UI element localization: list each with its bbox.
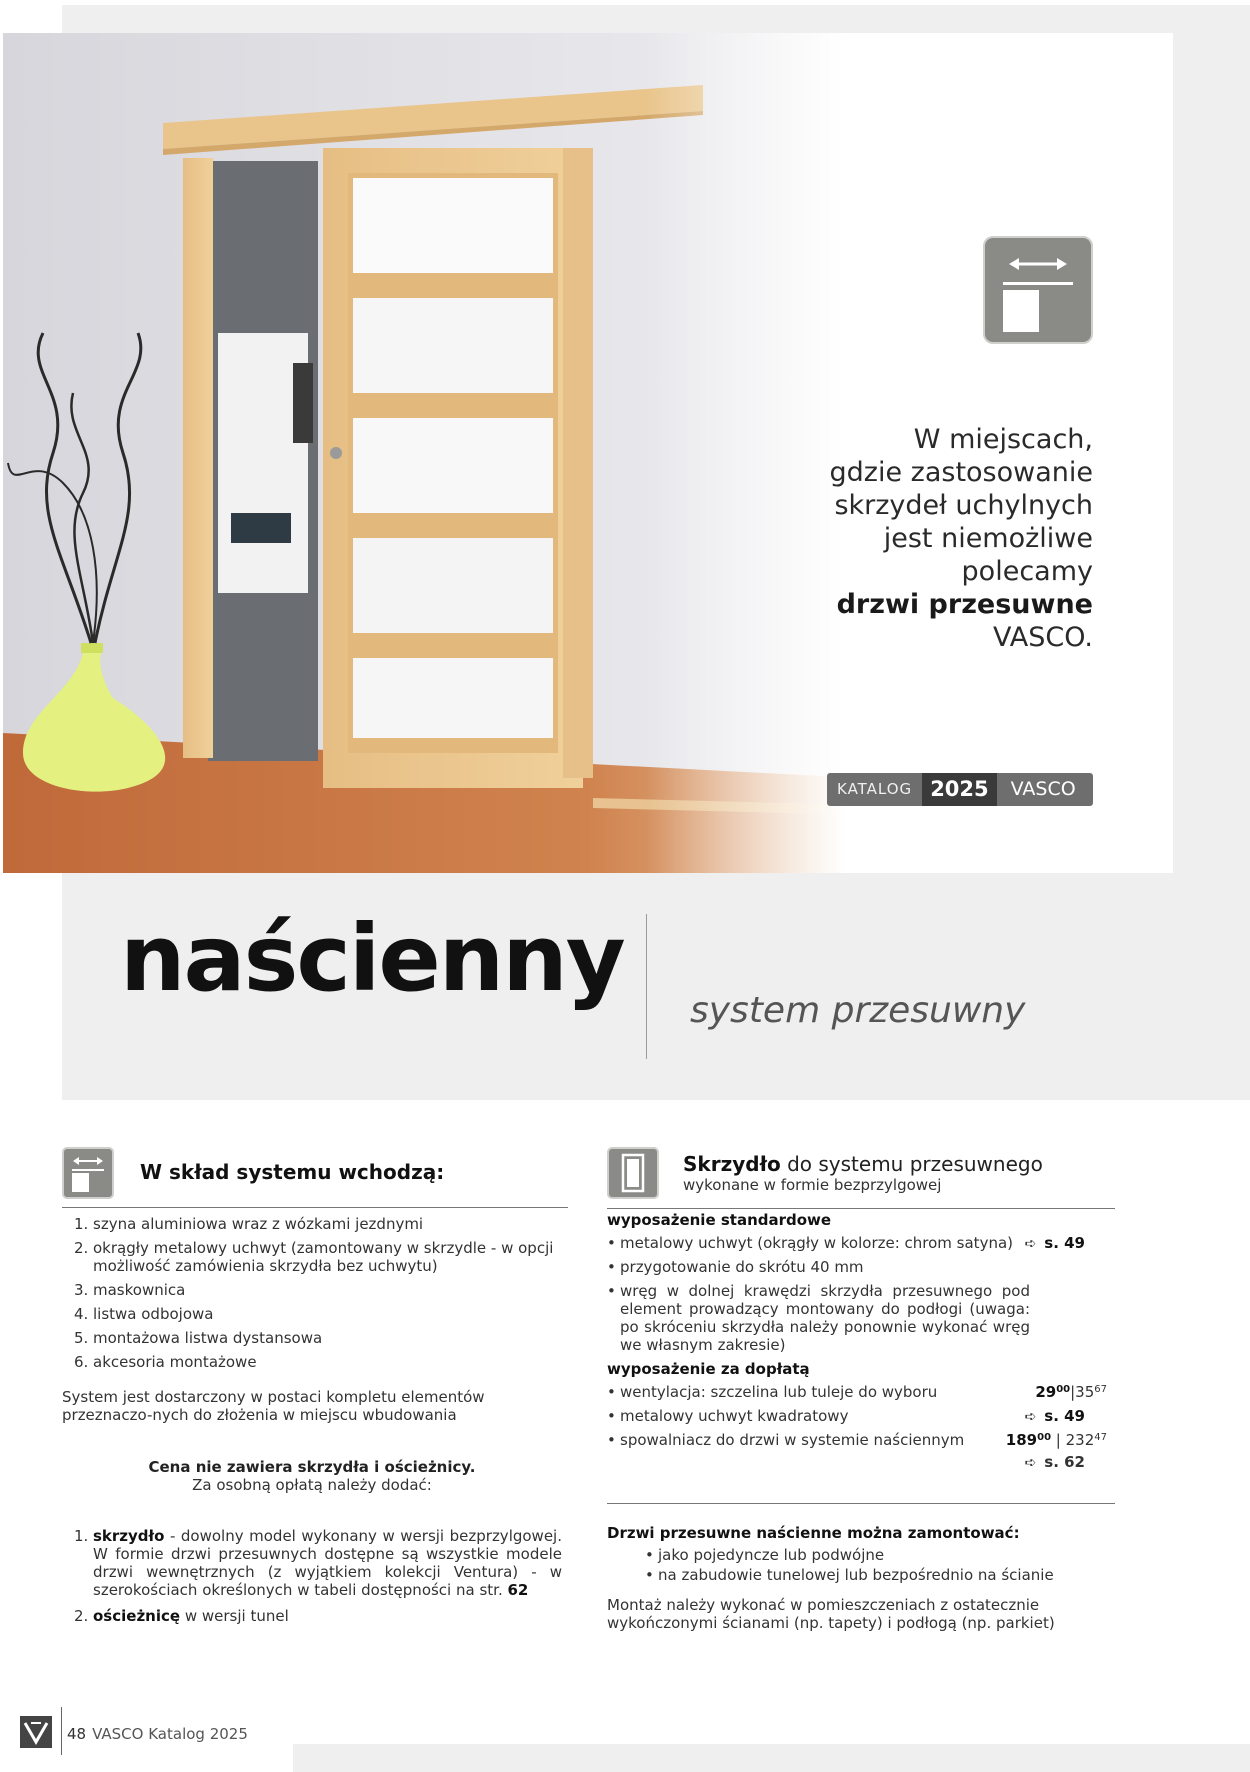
- list-item: 1. szyna aluminiowa wraz z wózkami jezdnymi: [74, 1215, 424, 1233]
- divider: [607, 1503, 1115, 1504]
- badge-year: 2025: [922, 773, 996, 806]
- footer-text: 48 VASCO Katalog 2025: [67, 1725, 248, 1743]
- hero-line: skrzydeł uchylnych: [834, 490, 1093, 521]
- page-number: 48: [67, 1725, 87, 1743]
- page-title: naścienny: [120, 905, 624, 1012]
- divider: [607, 1208, 1115, 1209]
- list-item: • przygotowanie do skrótu 40 mm: [607, 1258, 864, 1276]
- price-note: Za osobną opłatą należy dodać:: [192, 1476, 432, 1494]
- footer-divider: [61, 1707, 62, 1755]
- list-item: • wentylacja: szczelina lub tuleje do wyboru $29^{00}|35^{67}$: [607, 1383, 1107, 1401]
- arrow-right-icon: ➪: [1024, 1236, 1037, 1252]
- delivery-note: System jest dostarczony w postaci kompletu elementów przeznaczo-nych do złożenia w miejscu wbudowania: [62, 1388, 485, 1424]
- list-item: 4. listwa odbojowa: [74, 1305, 214, 1323]
- equipment-section: [607, 1211, 1115, 1472]
- arrow-right-icon: ➪: [1024, 1455, 1037, 1471]
- extra-heading: wyposażenie za dopłatą: [607, 1360, 810, 1378]
- list-item: 3. maskownica: [74, 1281, 186, 1299]
- mounting-note: Montaż należy wykonać w pomieszczeniach z ostatecznie wykończonymi ścianami (np. tapety) i podłogą (np. parkiet): [607, 1596, 1055, 1632]
- hero-line: W miejscach,: [913, 424, 1093, 455]
- list-item: 6. akcesoria montażowe: [74, 1353, 257, 1371]
- badge-label: KATALOG: [827, 773, 922, 806]
- divider: [62, 1207, 568, 1208]
- list-item: • metalowy uchwyt kwadratowy ➪ s. 49: [607, 1407, 1085, 1425]
- list-item: 1. skrzydło - dowolny model wykonany w wersji bezprzylgowej. W formie drzwi przesuwnych dostępne są wszystkie modele drzwi wewnętrznych (z wyjątkiem kolekcji Ventura) - w szerokościach określonych w tabeli dostępności na str. 62: [74, 1527, 562, 1599]
- page-subtitle: system przesuwny: [690, 990, 1026, 1031]
- vasco-logo-icon: [20, 1716, 52, 1748]
- hero-line: VASCO.: [993, 622, 1093, 653]
- list-item: • wręg w dolnej krawędzi skrzydła przesuwnego pod element prowadzący montowany do podłogi (uwaga: po skróceniu skrzydła należy ponownie wykonać wręg we własnym zakresie): [607, 1282, 1030, 1354]
- hero-line: jest niemożliwe: [883, 523, 1093, 554]
- price: $189^{00}$ | $232^{47}$: [1005, 1431, 1107, 1449]
- sliding-door-icon: [62, 1147, 114, 1199]
- composition-heading: W skład systemu wchodzą:: [140, 1160, 445, 1184]
- arrow-right-icon: ➪: [1024, 1409, 1037, 1425]
- sliding-door-icon: [983, 236, 1093, 344]
- leaf-heading: Skrzydło do systemu przesuwnego: [683, 1152, 1043, 1176]
- price: $29^{00}|35^{67}$: [1035, 1383, 1107, 1401]
- price-note-bold: Cena nie zawiera skrzydła i ościeżnicy.: [148, 1458, 476, 1476]
- mounting-heading: Drzwi przesuwne naścienne można zamontować:: [607, 1524, 1020, 1542]
- composition-list: [62, 1215, 562, 1377]
- door-leaf-icon: [607, 1147, 659, 1199]
- additional-list: [62, 1527, 562, 1633]
- hero-tagline: [723, 423, 1093, 654]
- hero-line: polecamy: [961, 556, 1093, 587]
- list-item: 5. montażowa listwa dystansowa: [74, 1329, 323, 1347]
- list-item: • jako pojedyncze lub podwójne: [645, 1546, 885, 1564]
- mounting-section: [607, 1524, 1127, 1632]
- list-item: • na zabudowie tunelowej lub bezpośrednio na ścianie: [645, 1566, 1054, 1584]
- footer-bar: [293, 1744, 1250, 1772]
- standard-heading: wyposażenie standardowe: [607, 1211, 832, 1229]
- list-item: • metalowy uchwyt (okrągły w kolorze: chrom satyna) ➪ s. 49: [607, 1234, 1085, 1252]
- badge-brand: VASCO: [997, 773, 1093, 806]
- page-reference: ➪ s. 62: [1024, 1453, 1085, 1471]
- catalog-badge: [827, 773, 1093, 806]
- hero-line-bold: drzwi przesuwne: [836, 589, 1093, 620]
- list-item: • spowalniacz do drzwi w systemie naściennym $189^{00}$ | $232^{47}$: [607, 1431, 1107, 1449]
- list-item: 2. okrągły metalowy uchwyt (zamontowany w skrzydle - w opcji możliwość zamówienia skrzydła bez uchwytu): [74, 1239, 554, 1275]
- hero-photo: [3, 33, 1173, 873]
- leaf-subheading: wykonane w formie bezprzylgowej: [683, 1176, 942, 1194]
- title-divider: [646, 914, 647, 1059]
- hero-line: gdzie zastosowanie: [829, 457, 1093, 488]
- list-item: 2. ościeżnicę w wersji tunel: [74, 1607, 289, 1625]
